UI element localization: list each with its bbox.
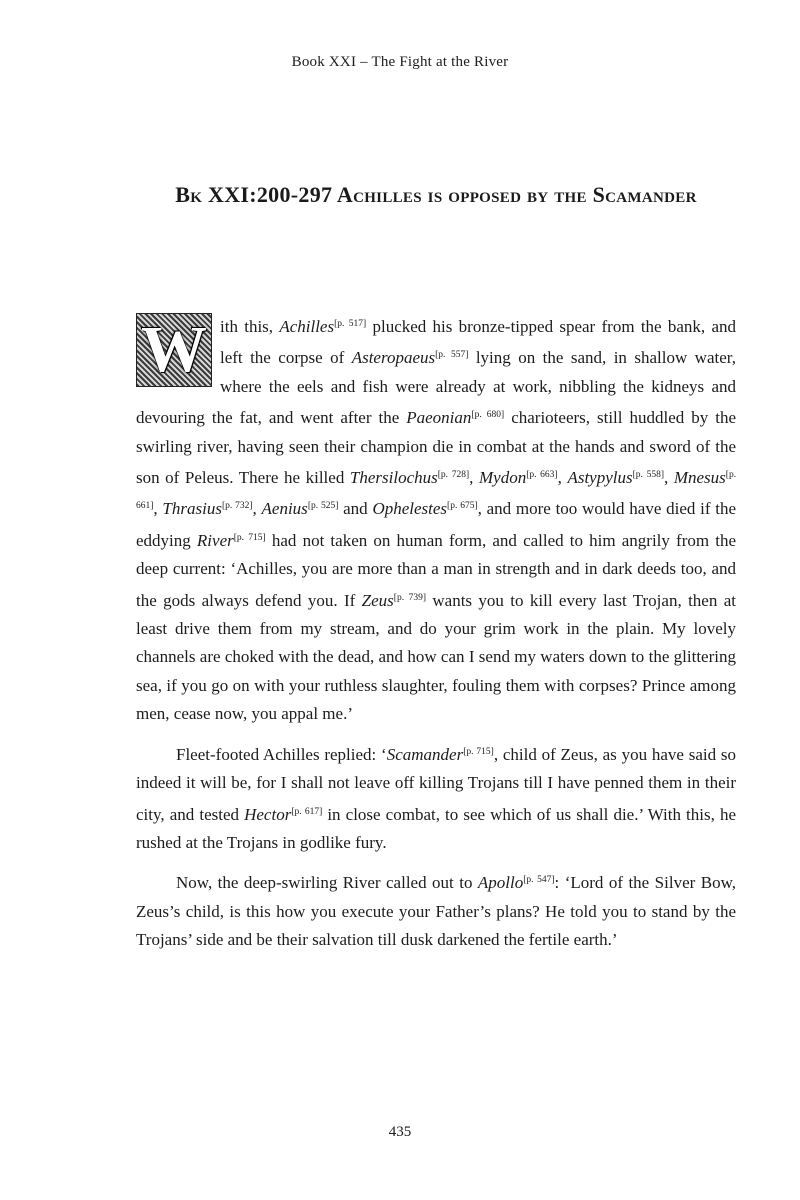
page-reference[interactable]: [p. 558] bbox=[632, 470, 664, 481]
paragraph-1 bbox=[136, 310, 736, 729]
text: Fleet-footed Achilles replied: ‘ bbox=[176, 744, 387, 764]
paragraph-3 bbox=[136, 866, 736, 954]
name-link[interactable]: Asteropaeus bbox=[351, 348, 436, 368]
decorative-dropcap bbox=[136, 313, 212, 387]
text: , and more too would have died if the eddying bbox=[136, 499, 737, 550]
text: lying on the sand, in shallow water, where the eels and fish were already at work, nibbling the kidneys and devouring the fat, and went after the bbox=[136, 348, 736, 428]
page-reference[interactable]: [p. 661] bbox=[136, 470, 737, 512]
page-reference[interactable]: [p. 728] bbox=[437, 470, 470, 481]
name-link[interactable]: Apollo bbox=[477, 873, 524, 893]
text: plucked his bronze-tipped spear from the bank, and left the corpse of bbox=[220, 317, 736, 368]
text: , child of Zeus, as you have said so indeed it will be, for I shall not leave off killing Trojans till I have penned them in their city, and tested bbox=[136, 744, 736, 824]
paragraph-2 bbox=[136, 738, 736, 858]
page-reference[interactable]: [p. 525] bbox=[307, 501, 339, 512]
text: wants you to kill every last Trojan, then at least drive them from my stream, and do your grim work in the plain. My lovely channels are choked with the dead, and how can I send my waters down to the glittering sea, if you go on with your ruthless slaughter, fouling them with corpses? Prince among men, cease now, you appal me.’ bbox=[136, 590, 736, 724]
page-reference[interactable]: [p. 617] bbox=[291, 806, 323, 817]
text: , bbox=[153, 499, 163, 519]
text: and bbox=[338, 499, 373, 519]
name-link[interactable]: Achilles bbox=[279, 317, 335, 336]
page-reference[interactable]: [p. 675] bbox=[447, 501, 478, 512]
dropcap-letter: W bbox=[141, 313, 207, 386]
name-link[interactable]: Hector bbox=[244, 804, 292, 824]
chapter-title: Bk XXI:200-297 Achilles is opposed by the Scamander bbox=[175, 182, 697, 207]
page-reference[interactable]: [p. 715] bbox=[463, 746, 494, 757]
page-reference[interactable]: [p. 732] bbox=[221, 501, 253, 512]
page-reference[interactable]: [p. 663] bbox=[526, 470, 558, 481]
text: , bbox=[557, 468, 568, 488]
name-link[interactable]: Zeus bbox=[361, 590, 394, 610]
body-text bbox=[136, 310, 736, 955]
page-reference[interactable]: [p. 680] bbox=[471, 410, 505, 421]
running-head: Book XXI – The Fight at the River bbox=[291, 54, 509, 70]
text: ith this, bbox=[220, 317, 280, 336]
page-reference[interactable]: [p. 517] bbox=[334, 319, 367, 329]
text: had not taken on human form, and called to him angrily from the deep current: ‘Achilles, you are more than a man in strength and in dark deeds too, and the gods always defend you. If bbox=[136, 530, 737, 610]
name-link[interactable]: Aenius bbox=[261, 499, 308, 519]
name-link[interactable]: Mnesus bbox=[673, 468, 726, 488]
text: Now, the deep-swirling River called out to bbox=[176, 873, 478, 893]
name-link[interactable]: Astypylus bbox=[567, 468, 633, 488]
text: , bbox=[252, 499, 262, 519]
name-link[interactable]: Thersilochus bbox=[349, 468, 438, 488]
text: in close combat, to see which of us shall die.’ With this, he rushed at the Trojans in godlike fury. bbox=[136, 804, 736, 852]
name-link[interactable]: Ophelestes bbox=[372, 499, 448, 519]
page-number: 435 bbox=[388, 1124, 412, 1140]
page-reference[interactable]: [p. 547] bbox=[523, 875, 555, 886]
text: , bbox=[469, 468, 479, 488]
name-link[interactable]: Mydon bbox=[478, 468, 527, 488]
name-link[interactable]: Paeonian bbox=[406, 408, 472, 428]
page-reference[interactable]: [p. 739] bbox=[393, 592, 426, 603]
text: charioteers, still huddled by the swirling river, having seen their champion die in combat at the hands and sword of the son of Peleus. There he killed bbox=[136, 408, 736, 488]
name-link[interactable]: Scamander bbox=[386, 744, 464, 764]
page-reference[interactable]: [p. 557] bbox=[435, 350, 469, 361]
text: , bbox=[664, 468, 674, 488]
name-link[interactable]: River bbox=[196, 530, 234, 550]
name-link[interactable]: Thrasius bbox=[162, 499, 222, 519]
text: : ‘Lord of the Silver Bow, Zeus’s child, is this how you execute your Father’s plans? He told you to stand by the Trojans’ side and be their salvation till dusk darkened the fertile earth.’ bbox=[136, 873, 736, 950]
page-reference[interactable]: [p. 715] bbox=[233, 532, 266, 543]
